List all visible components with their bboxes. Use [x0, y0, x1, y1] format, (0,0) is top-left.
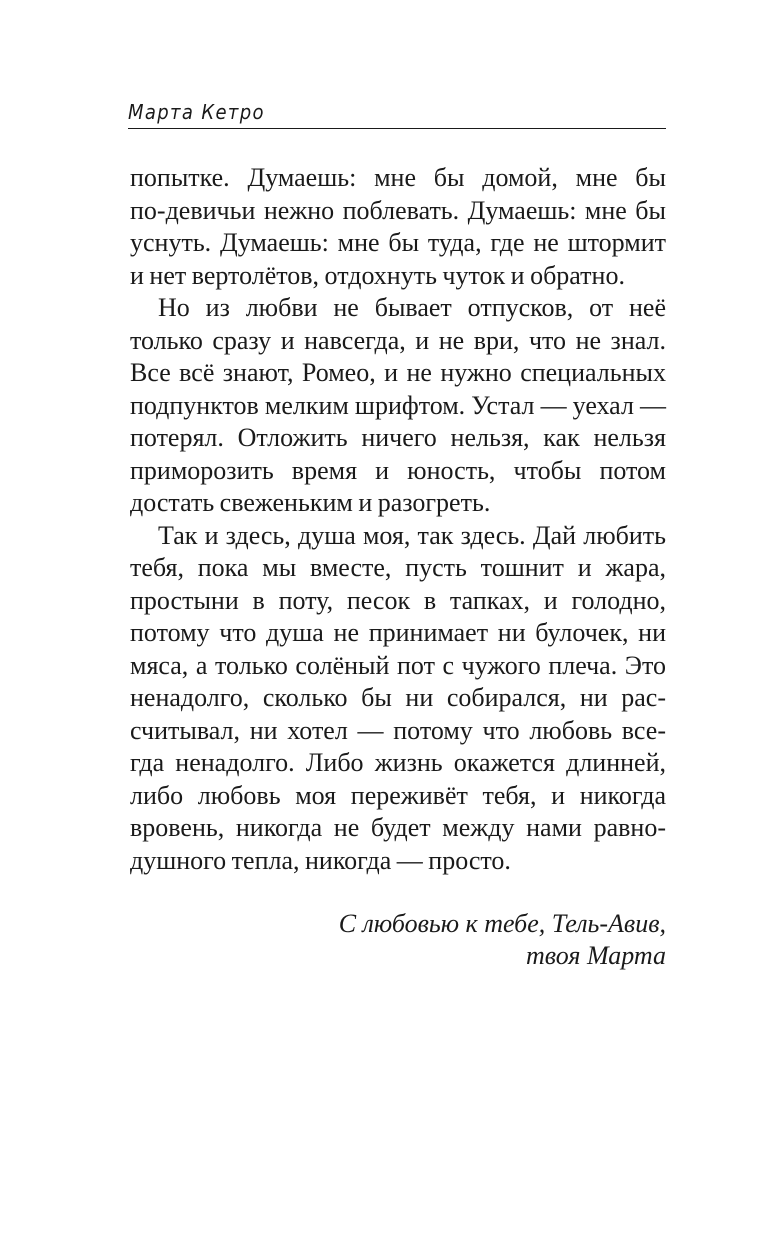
- text-line: попытке. Думаешь: мне бы домой, мне бы: [130, 163, 666, 192]
- text-line: подпунктов мелким шрифтом. Устал — уехал —: [130, 390, 666, 420]
- text-line: Но из любви не бывает отпусков, от неё: [158, 293, 666, 322]
- signature-line: твоя Марта: [525, 941, 666, 970]
- text-line: только сразу и навсегда, и не ври, что не знал.: [130, 325, 666, 355]
- text-line: душного тепла, никогда — просто.: [130, 845, 511, 875]
- running-header: [128, 96, 666, 129]
- paragraph: [130, 292, 666, 520]
- text-line: тебя, пока мы вместе, пусть тошнит и жара,: [130, 553, 666, 582]
- author-name: Марта Кетро: [128, 100, 265, 124]
- text-line: простыни в поту, песок в тапках, и голодно,: [130, 585, 666, 615]
- paragraph: [130, 162, 666, 292]
- text-line: мяса, а только солёный пот с чужого плеча. Это: [130, 650, 666, 680]
- text-line: Так и здесь, душа моя, так здесь. Дай любить: [158, 520, 666, 550]
- paragraph: [130, 520, 666, 878]
- text-line: считывал, ни хотел — потому что любовь все-: [130, 715, 666, 745]
- header-rule: [128, 128, 666, 129]
- text-line: достать свеженьким и разогреть.: [130, 488, 491, 517]
- text-line: потому что душа не принимает ни булочек, ни: [130, 618, 666, 647]
- text-line: ненадолго, сколько бы ни собирался, ни рас-: [130, 683, 666, 712]
- body-text: [130, 162, 666, 877]
- signature: [339, 908, 666, 972]
- signature-line: С любовью к тебе, Тель-Авив,: [338, 909, 666, 938]
- text-line: приморозить время и юность, чтобы потом: [130, 455, 666, 485]
- text-line: по-девичьи нежно поблевать. Думаешь: мне бы: [130, 195, 666, 225]
- text-line: либо любовь моя переживёт тебя, и никогда: [130, 780, 666, 810]
- text-line: и нет вертолётов, отдохнуть чуток и обратно.: [130, 260, 625, 290]
- text-line: уснуть. Думаешь: мне бы туда, где не штормит: [130, 228, 666, 257]
- text-line: потерял. Отложить ничего нельзя, как нельзя: [130, 423, 666, 452]
- text-line: вровень, никогда не будет между нами равно-: [130, 813, 666, 842]
- text-line: гда ненадолго. Либо жизнь окажется длинней,: [130, 748, 666, 777]
- text-line: Все всё знают, Ромео, и не нужно специальных: [130, 358, 666, 387]
